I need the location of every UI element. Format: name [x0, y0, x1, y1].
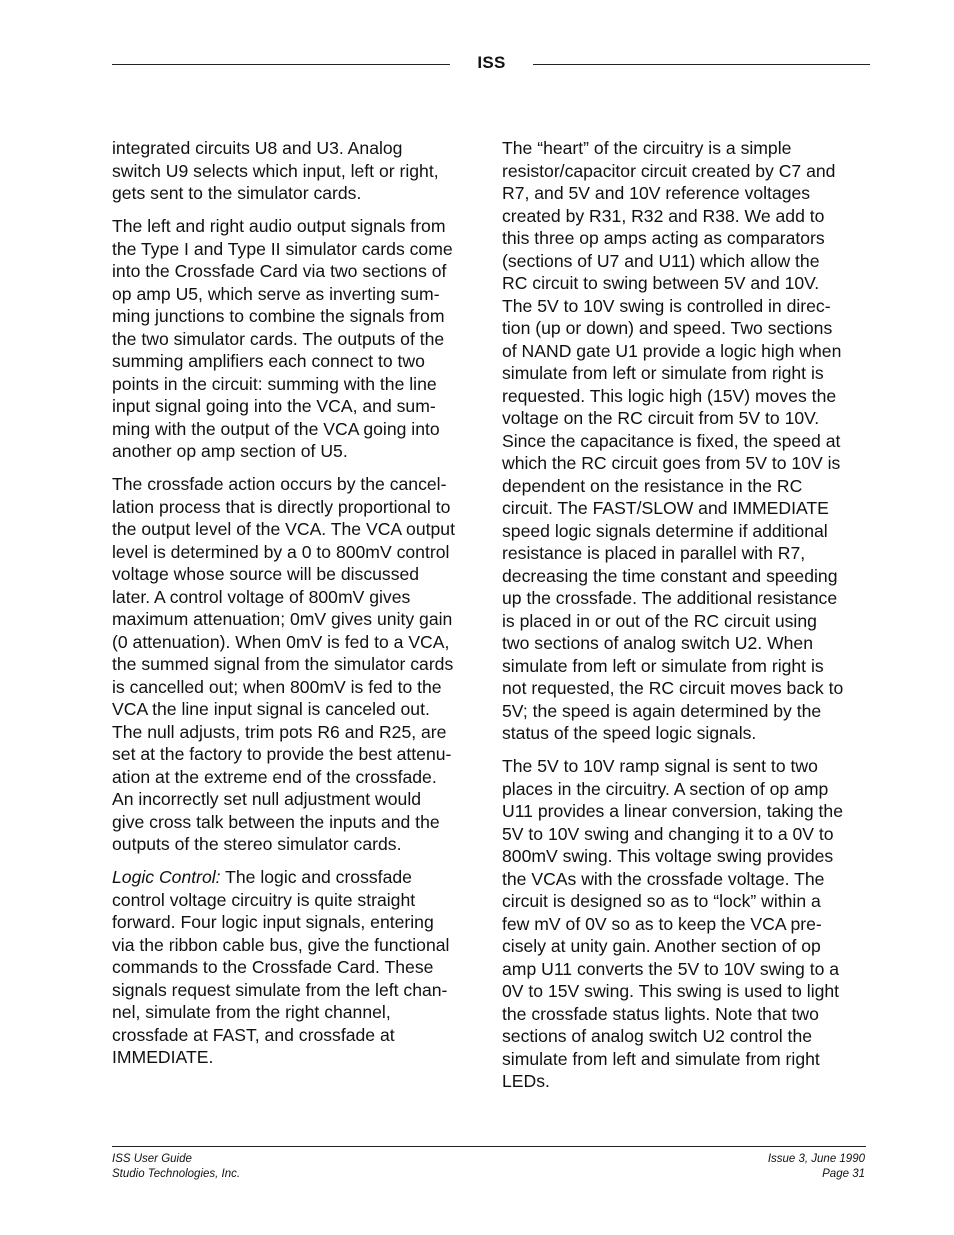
paragraph: The crossfade action occurs by the cancel- lation process that is directly proportional to the output level of the VCA. The VCA output level is determined by a 0 to 800mV control voltage whose source will be discussed later. A control voltage of 800mV gives maximum attenuation; 0mV gives unity gain (0 attenuation). When 0mV is fed to a VCA, the summed signal from the simulator cards is cancelled out; when 800mV is fed to the VCA the line input signal is canceled out. The null adjusts, trim pots R6 and R25, are set at the factory to provide the best attenu- ation at the extreme end of the crossfade. An incorrectly set null adjustment would give cross talk between the inputs and the outputs of the stereo simulator cards. [112, 474, 455, 854]
paragraph: The left and right audio output signals from the Type I and Type II simulator cards come into the Crossfade Card via two sections of op amp U5, which serve as inverting sum- ming junctions to combine the signals from the two simulator cards. The outputs of the summing amplifiers each connect to two points in the circuit: summing with the line input signal going into the VCA, and sum- ming with the output of the VCA going into another op amp section of U5. [112, 216, 453, 461]
logic-control-paragraph [112, 866, 484, 1069]
footer-issue: Issue 3, June 1990 [767, 1153, 865, 1165]
paragraph: integrated circuits U8 and U3. Analog switch U9 selects which input, left or right, gets sent to the simulator cards. [112, 138, 439, 203]
header-rule-left [112, 64, 450, 65]
footer-company: Studio Technologies, Inc. [112, 1168, 241, 1180]
left-column [112, 137, 484, 1079]
right-column [502, 137, 874, 1103]
logic-control-text: The logic and crossfade control voltage circuitry is quite straight forward. Four logic input signals, entering via the ribbon cable bus, give the functional commands to the Crossfade Card. These signals request simulate from the left chan- nel, simulate from the right channel, crossfade at FAST, and crossfade at IMMEDIATE. [112, 867, 450, 1067]
footer-right [768, 1152, 865, 1182]
footer-left [112, 1152, 240, 1182]
logic-control-label: Logic Control: [112, 867, 221, 887]
header-rule-right [533, 64, 870, 65]
footer-rule [112, 1146, 866, 1147]
footer-doc-title: ISS User Guide [112, 1153, 192, 1165]
paragraph: The 5V to 10V ramp signal is sent to two places in the circuitry. A section of op amp U11 provides a linear conversion, taking the 5V to 10V swing and changing it to a 0V to 800mV swing. This voltage swing provides the VCAs with the crossfade voltage. The circuit is designed so as to “lock” within a few mV of 0V so as to keep the VCA pre- cisely at unity gain. Another section of op amp U11 converts the 5V to 10V swing to a 0V to 15V swing. This swing is used to light the crossfade status lights. Note that two sections of analog switch U2 control the simulate from left and simulate from right LEDs. [502, 756, 843, 1091]
paragraph: The “heart” of the circuitry is a simple resistor/capacitor circuit created by C7 and R7, and 5V and 10V reference voltages created by R31, R32 and R38. We add to this three op amps acting as comparators (sections of U7 and U11) which allow the RC circuit to swing between 5V and 10V. The 5V to 10V swing is controlled in direc- tion (up or down) and speed. Two sections of NAND gate U1 provide a logic high when simulate from left or simulate from right is requested. This logic high (15V) moves the voltage on the RC circuit from 5V to 10V. Since the capacitance is fixed, the speed at which the RC circuit goes from 5V to 10V is dependent on the resistance in the RC circuit. The FAST/SLOW and IMMEDIATE speed logic signals determine if additional resistance is placed in parallel with R7, decreasing the time constant and speeding up the crossfade. The additional resistance is placed in or out of the RC circuit using two sections of analog switch U2. When simulate from left or simulate from right is not requested, the RC circuit moves back to 5V; the speed is again determined by the status of the speed logic signals. [502, 138, 844, 743]
footer-page-number: Page 31 [822, 1168, 865, 1180]
page-header-title: ISS [477, 53, 506, 72]
